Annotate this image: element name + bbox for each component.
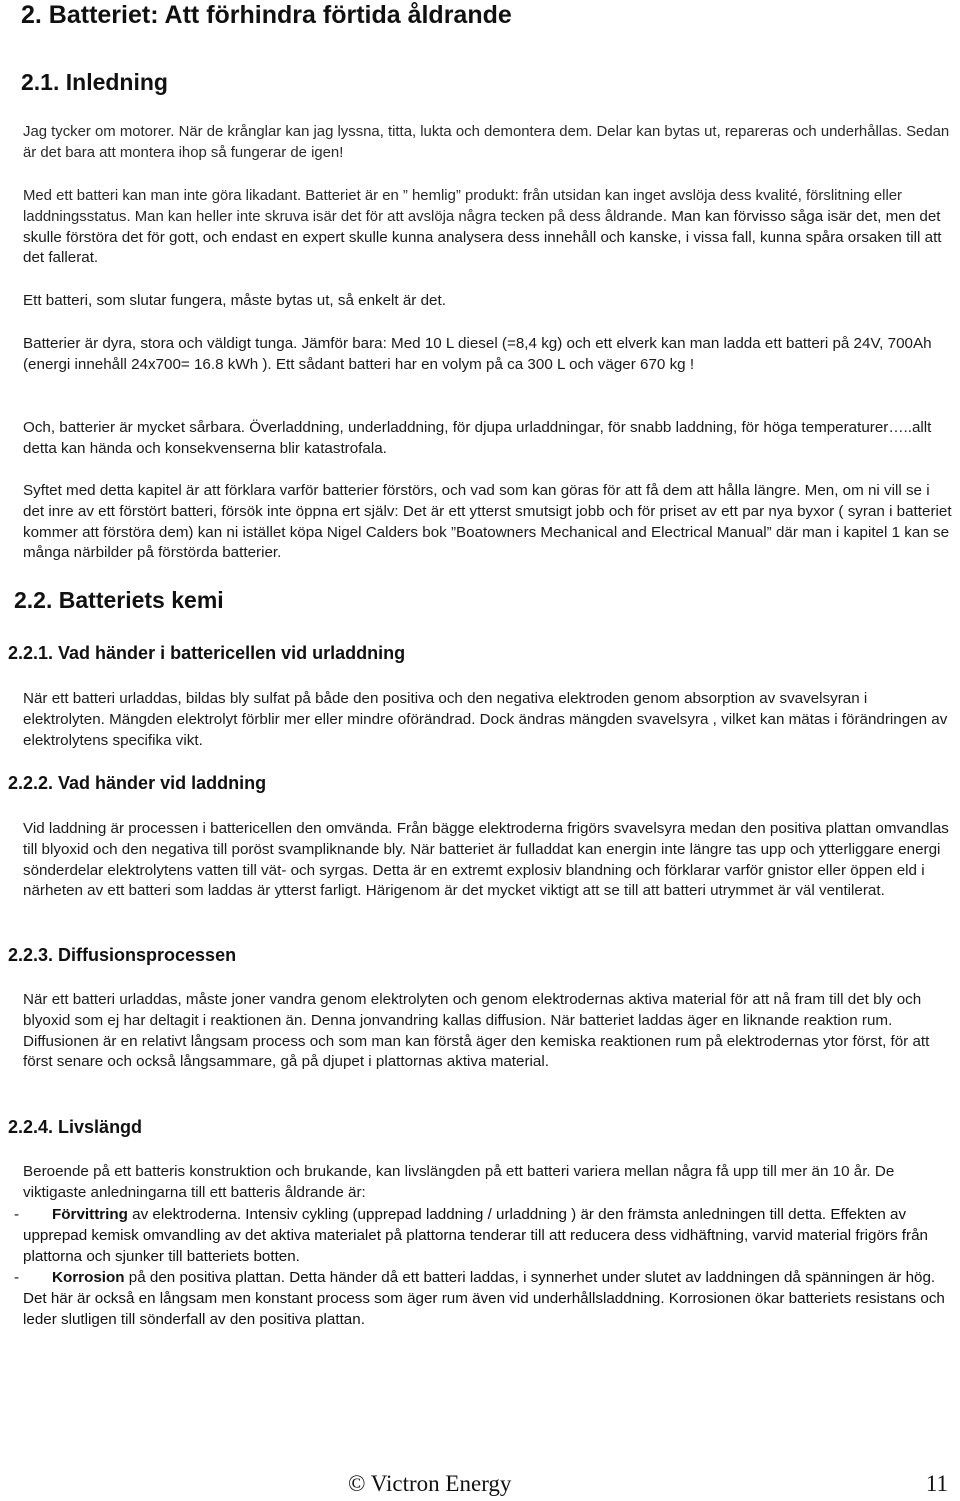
bullet-dash: - bbox=[14, 1269, 20, 1286]
discharge-paragraph: När ett batteri urladdas, bildas bly sulfat på både den positiva och den negativa elektroden genom absorption av svavelsyran i elektrolyten. Mängden elektrolyt förblir mer eller mindre oförändrad. Dock ändras mängden svavelsyra , vilket kan mätas i förändringen av elektrolytens specifika vikt. bbox=[23, 690, 948, 749]
subsection-heading-livslangd: 2.2.4. Livslängd bbox=[8, 1117, 143, 1137]
intro-paragraph-5: Och, batterier är mycket sårbara. Överladdning, underladdning, för djupa urladdningar, för snabb laddning, för höga temperaturer…..allt detta kan hända och konsekvenserna blir katastrofala. bbox=[23, 419, 932, 457]
bullet-term: Korrosion bbox=[52, 1269, 125, 1286]
bullet-term: Förvittring bbox=[52, 1206, 128, 1223]
page-footer bbox=[0, 1471, 960, 1501]
intro-paragraph-4: Batterier är dyra, stora och väldigt tunga. Jämför bara: Med 10 L diesel (=8,4 kg) och ett elverk kan man ladda ett batteri på 24V, 700Ah (energi innehåll 24x700= 16.8 kWh ). Ett sådant batteri har en volym på ca 300 L och väger 670 kg ! bbox=[23, 335, 932, 373]
intro-paragraph-1: Jag tycker om motorer. När de krånglar kan jag lyssna, titta, lukta och demontera dem. Delar kan bytas ut, repareras och underhållas. Sedan är det bara att montera ihop så fungerar de igen! bbox=[23, 124, 950, 161]
bullet-body bbox=[8, 1205, 948, 1267]
subsection-heading-urladdning: 2.2.1. Vad händer i battericellen vid urladdning bbox=[8, 643, 406, 663]
bullet-body bbox=[8, 1268, 948, 1330]
section-heading-inledning: 2.1. Inledning bbox=[21, 69, 168, 95]
subsection-heading-diffusion: 2.2.3. Diffusionsprocessen bbox=[8, 945, 237, 965]
bullet-item-korrosion bbox=[8, 1268, 948, 1330]
charge-paragraph: Vid laddning är processen i battericellen den omvända. Från bägge elektroderna frigörs svavelsyra medan den positiva plattan omvandlas till blyoxid och den negativa till poröst svampliknande bly. När batteriet är fulladdat kan energin inte längre tas upp och ytterliggare energi sönderdelar elektrolytens vatten till vät- och syrgas. Detta är en extremt explosiv blandning och förklarar varför gnistor eller öppen eld i närheten av ett batteri som laddas är ytterst farligt. Härigenom är det mycket viktigt att se till att batteri utrymmet är väl ventilerat. bbox=[23, 820, 949, 900]
diffusion-paragraph: När ett batteri urladdas, måste joner vandra genom elektrolyten och genom elektrodernas aktiva material för att nå fram till det bly och blyoxid som ej har deltagit i reaktionen än. Denna jonvandring kallas diffusion. När batteriet laddas äger en liknande reaktion rum. Diffusionen är en relativt långsam process och som man kan förstå äger den kemiska reaktionen rum på elektrodernas ytor först, för att först senare och också långsammare, gå på djupet i plattornas aktiva material. bbox=[23, 991, 930, 1071]
intro-paragraph-2a: Med ett batteri kan man inte göra likadant. Batteriet är en ” hemlig” produkt: från utsidan kan inget avslöja dess kvalité, förslitning eller laddningsstatus. Man kan heller inte skruva isär det för att avslöja några tecken på dess åldrande. bbox=[23, 188, 903, 225]
section-heading-kemi: 2.2. Batteriets kemi bbox=[14, 587, 224, 613]
chapter-heading: 2. Batteriet: Att förhindra förtida åldrande bbox=[21, 1, 512, 29]
bullet-text: på den positiva plattan. Detta händer då ett batteri laddas, i synnerhet under slutet av laddningen då spänningen är hög. Det här är också en långsam men konstant process som äger rum även vid underhållsladdning. Korrosionen ökar batteriets resistans och leder slutligen till sönderfall av den positiva plattan. bbox=[23, 1269, 945, 1328]
bullet-item-forvittring bbox=[8, 1205, 948, 1267]
footer-brand: © Victron Energy bbox=[348, 1471, 512, 1496]
bullet-dash: - bbox=[14, 1206, 20, 1223]
intro-paragraph-2 bbox=[23, 186, 953, 269]
bullet-text: av elektroderna. Intensiv cykling (upprepad laddning / urladdning ) är den främsta anledningen till detta. Effekten av upprepad kemisk omvandling av det aktiva materialet på plattorna tenderar till att reducera dess vidhäftning, varvid material frigörs från plattorna och sjunker till batteriets botten. bbox=[23, 1206, 928, 1265]
intro-paragraph-3: Ett batteri, som slutar fungera, måste bytas ut, så enkelt är det. bbox=[23, 292, 446, 309]
intro-paragraph-2b: Man kan förvisso såga isär det, men det skulle förstöra det för gott, och endast en expert skulle kunna analysera dess innehåll och kanske, i vissa fall, kunna spåra orsaken till att det fallerat. bbox=[23, 207, 942, 267]
subsection-heading-laddning: 2.2.2. Vad händer vid laddning bbox=[8, 773, 267, 793]
lifetime-paragraph: Beroende på ett batteris konstruktion och brukande, kan livslängden på ett batteri variera mellan några få upp till mer än 10 år. De viktigaste anledningarna till ett batteris åldrande är: bbox=[23, 1163, 895, 1201]
intro-paragraph-6: Syftet med detta kapitel är att förklara varför batterier förstörs, och vad som kan göras för att få dem att hålla längre. Men, om ni vill se i det inre av ett förstört batteri, försök inte öppna ert själv: Det är ett ytterst smutsigt jobb och för priset av ett par nya byxor ( syran i batteriet kommer att förstöra dem) kan ni istället köpa Nigel Calders bok ”Boatowners Mechanical and Electrical Manual” där man i kapitel 1 kan se många närbilder på förstörda batterier. bbox=[23, 482, 952, 562]
page-number: 11 bbox=[925, 1471, 948, 1496]
